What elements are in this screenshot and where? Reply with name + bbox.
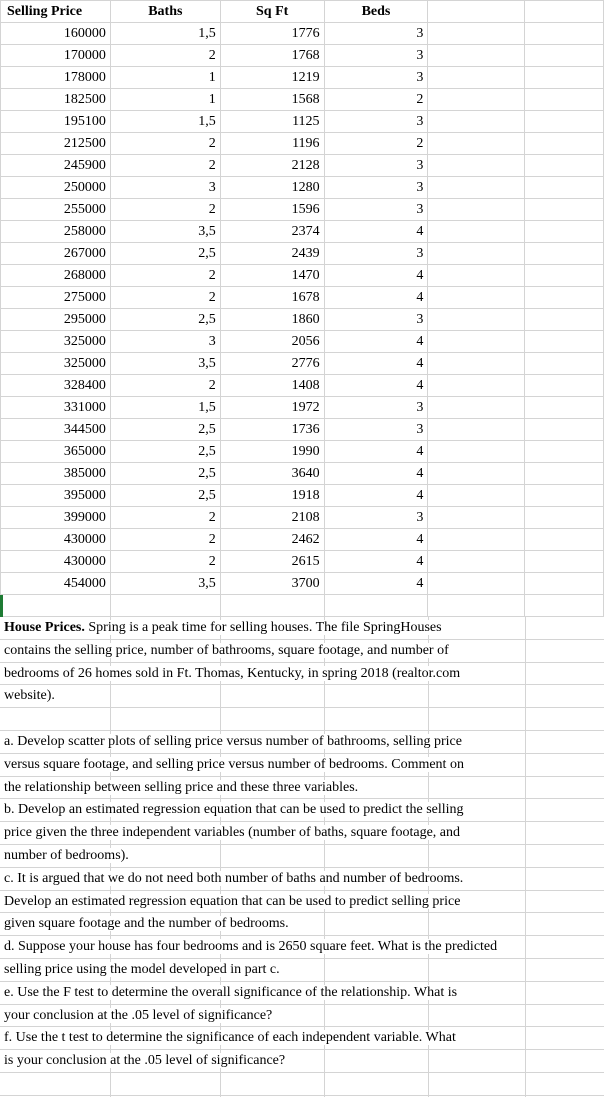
cell-sq-ft[interactable]: 1678 [220,287,324,309]
cell-sq-ft[interactable]: 1596 [220,199,324,221]
cell-sq-ft[interactable]: 1280 [220,177,324,199]
cell-sq-ft[interactable]: 1776 [220,23,324,45]
empty-cell[interactable] [525,155,604,177]
empty-cell[interactable] [428,199,525,221]
cell-selling-price[interactable]: 182500 [1,89,111,111]
grid-line [428,617,429,1097]
cell-beds[interactable]: 2 [324,89,428,111]
table-row [1,265,604,287]
problem-title: House Prices. [4,620,85,635]
table-row [1,155,604,177]
problem-text [0,617,604,1096]
empty-cell[interactable] [525,287,604,309]
cell-sq-ft[interactable]: 1990 [220,441,324,463]
empty-cell[interactable] [428,463,525,485]
empty-cell[interactable] [525,265,604,287]
cell-beds[interactable]: 3 [324,199,428,221]
empty-cell[interactable] [428,331,525,353]
table-row [1,221,604,243]
cell-sq-ft[interactable]: 2462 [220,529,324,551]
cell-baths[interactable]: 1,5 [110,111,220,133]
cell-selling-price[interactable]: 385000 [1,463,111,485]
cell-beds[interactable]: 3 [324,45,428,67]
question-text: f. Use the t test to determine the significance of each independent variable. What [4,1030,456,1046]
empty-cell[interactable] [428,595,525,617]
cell-selling-price[interactable]: 258000 [1,221,111,243]
empty-cell[interactable] [428,111,525,133]
cell-beds[interactable]: 4 [324,551,428,573]
empty-row [1,595,604,617]
empty-cell[interactable] [525,595,604,617]
question-text: d. Suppose your house has four bedrooms and is 2650 square feet. What is the predicted [4,939,498,955]
empty-cell[interactable] [428,353,525,375]
empty-cell[interactable] [525,309,604,331]
cell-selling-price[interactable]: 395000 [1,485,111,507]
cell-baths[interactable]: 3,5 [110,573,220,595]
cell-beds[interactable]: 4 [324,441,428,463]
question-line[interactable] [0,936,604,959]
empty-cell[interactable] [220,595,324,617]
cell-beds[interactable]: 4 [324,463,428,485]
empty-cell[interactable] [428,23,525,45]
question-line[interactable] [0,845,604,868]
table-row [1,111,604,133]
header-baths[interactable]: Baths [110,1,220,23]
cell-sq-ft[interactable]: 1972 [220,397,324,419]
cell-sq-ft[interactable]: 2439 [220,243,324,265]
question-text: versus square footage, and selling price versus number of bedrooms. Comment on [4,756,464,772]
cell-selling-price[interactable]: 295000 [1,309,111,331]
cell-selling-price[interactable]: 267000 [1,243,111,265]
empty-cell[interactable] [525,397,604,419]
intro-line: contains the selling price, number of bathrooms, square footage, and number of [4,642,449,658]
empty-cell[interactable] [428,221,525,243]
empty-cell[interactable] [525,551,604,573]
empty-cell[interactable] [525,507,604,529]
cell-sq-ft[interactable]: 2615 [220,551,324,573]
empty-cell[interactable] [428,89,525,111]
cell-beds[interactable]: 3 [324,111,428,133]
cell-baths[interactable]: 2 [110,529,220,551]
header-sq-ft[interactable]: Sq Ft [220,1,324,23]
cell-beds[interactable]: 3 [324,397,428,419]
cell-sq-ft[interactable]: 1768 [220,45,324,67]
cell-baths[interactable]: 2 [110,375,220,397]
empty-cell[interactable] [428,45,525,67]
table-row [1,507,604,529]
empty-cell[interactable] [428,155,525,177]
cell-baths[interactable]: 2,5 [110,419,220,441]
empty-cell[interactable] [428,243,525,265]
question-text: number of bedrooms). [4,847,129,863]
empty-cell[interactable] [428,441,525,463]
header-selling-price[interactable]: Selling Price [1,1,111,23]
empty-line[interactable] [0,708,604,731]
table-row [1,45,604,67]
empty-cell[interactable] [525,485,604,507]
cell-selling-price[interactable]: 268000 [1,265,111,287]
cell-beds[interactable]: 4 [324,375,428,397]
cell-sq-ft[interactable]: 1219 [220,67,324,89]
empty-cell[interactable] [428,419,525,441]
empty-cell[interactable] [525,89,604,111]
cell-baths[interactable]: 1 [110,89,220,111]
cell-selling-price[interactable]: 430000 [1,551,111,573]
question-line[interactable] [0,1027,604,1050]
cell-selling-price[interactable]: 328400 [1,375,111,397]
header-row [1,1,604,23]
question-line[interactable] [0,868,604,891]
cell-beds[interactable]: 4 [324,573,428,595]
empty-cell[interactable] [525,45,604,67]
cell-baths[interactable]: 1 [110,67,220,89]
cell-sq-ft[interactable]: 2776 [220,353,324,375]
question-text: the relationship between selling price and these three variables. [4,779,359,795]
empty-cell[interactable] [525,331,604,353]
table-row [1,463,604,485]
question-line[interactable] [0,799,604,822]
cell-selling-price[interactable]: 454000 [1,573,111,595]
table-row [1,573,604,595]
cell-baths[interactable]: 2 [110,551,220,573]
question-line[interactable] [0,913,604,936]
cell-beds[interactable]: 3 [324,155,428,177]
cell-beds[interactable]: 3 [324,243,428,265]
question-line[interactable] [0,1005,604,1028]
cell-baths[interactable]: 2,5 [110,309,220,331]
empty-cell[interactable] [428,67,525,89]
cell-sq-ft[interactable]: 2108 [220,507,324,529]
intro-line: bedrooms of 26 homes sold in Ft. Thomas, Kentucky, in spring 2018 (realtor.com [4,665,461,681]
cell-beds[interactable]: 4 [324,287,428,309]
question-line[interactable] [0,959,604,982]
cell-sq-ft[interactable]: 1568 [220,89,324,111]
empty-cell[interactable] [525,463,604,485]
cell-beds[interactable]: 3 [324,67,428,89]
cell-beds[interactable]: 4 [324,331,428,353]
empty-cell[interactable] [428,375,525,397]
empty-cell[interactable] [525,133,604,155]
question-line[interactable] [0,731,604,754]
empty-cell[interactable] [525,67,604,89]
cell-beds[interactable]: 4 [324,265,428,287]
question-line[interactable] [0,822,604,845]
table-row [1,529,604,551]
cell-baths[interactable]: 2 [110,265,220,287]
empty-cell[interactable] [428,485,525,507]
cell-beds[interactable]: 3 [324,177,428,199]
grid-line [220,617,221,1097]
question-text: price given the three independent variables (number of baths, square footage, and [4,825,460,841]
cell-beds[interactable]: 3 [324,23,428,45]
question-text: b. Develop an estimated regression equation that can be used to predict the selling [4,802,464,818]
empty-cell[interactable] [428,551,525,573]
question-line[interactable] [0,777,604,800]
table-row [1,551,604,573]
empty-cell[interactable] [428,1,525,23]
cell-baths[interactable]: 2,5 [110,463,220,485]
cell-sq-ft[interactable]: 3640 [220,463,324,485]
cell-sq-ft[interactable]: 1860 [220,309,324,331]
cell-selling-price[interactable]: 170000 [1,45,111,67]
question-line[interactable] [0,754,604,777]
cell-baths[interactable]: 2 [110,507,220,529]
grid-line [324,617,325,1097]
cell-baths[interactable]: 2 [110,155,220,177]
table-row [1,331,604,353]
cell-selling-price[interactable]: 178000 [1,67,111,89]
table-row [1,441,604,463]
cell-baths[interactable]: 2,5 [110,441,220,463]
cell-baths[interactable]: 3 [110,177,220,199]
empty-cell[interactable] [324,595,428,617]
cell-sq-ft[interactable]: 3700 [220,573,324,595]
empty-cell[interactable] [428,309,525,331]
cell-sq-ft[interactable]: 1196 [220,133,324,155]
cell-selling-price[interactable]: 344500 [1,419,111,441]
question-text: given square footage and the number of bedrooms. [4,916,289,932]
cell-selling-price[interactable]: 325000 [1,331,111,353]
cell-beds[interactable]: 2 [324,133,428,155]
question-text: is your conclusion at the .05 level of significance? [4,1053,286,1069]
cell-beds[interactable]: 3 [324,419,428,441]
cell-baths[interactable]: 3,5 [110,353,220,375]
cell-selling-price[interactable]: 325000 [1,353,111,375]
cell-selling-price[interactable]: 399000 [1,507,111,529]
cell-beds[interactable]: 4 [324,485,428,507]
empty-cell[interactable] [525,573,604,595]
empty-cell[interactable] [525,111,604,133]
empty-cell[interactable] [428,133,525,155]
empty-cell[interactable] [525,529,604,551]
cell-selling-price[interactable]: 255000 [1,199,111,221]
table-row [1,375,604,397]
cell-selling-price[interactable]: 245900 [1,155,111,177]
empty-cell[interactable] [525,177,604,199]
question-text: c. It is argued that we do not need both number of baths and number of bedrooms. [4,870,464,886]
header-beds[interactable]: Beds [324,1,428,23]
table-row [1,243,604,265]
cell-baths[interactable]: 1,5 [110,23,220,45]
empty-cell[interactable] [428,287,525,309]
empty-cell[interactable] [428,507,525,529]
text-line[interactable] [0,640,604,663]
question-text: selling price using the model developed in part c. [4,961,280,977]
table-row [1,353,604,375]
table-row [1,133,604,155]
cell-selling-price[interactable]: 160000 [1,23,111,45]
cell-baths[interactable]: 2,5 [110,243,220,265]
empty-cell[interactable] [1,595,111,617]
cell-sq-ft[interactable]: 1470 [220,265,324,287]
empty-cell[interactable] [428,529,525,551]
empty-cell[interactable] [428,397,525,419]
table-row [1,177,604,199]
table-row [1,287,604,309]
empty-cell[interactable] [525,419,604,441]
table-row [1,67,604,89]
cell-selling-price[interactable]: 212500 [1,133,111,155]
cell-baths[interactable]: 2 [110,199,220,221]
cell-sq-ft[interactable]: 2056 [220,331,324,353]
text-line[interactable] [0,617,604,640]
empty-cell[interactable] [525,1,604,23]
question-line[interactable] [0,891,604,914]
grid-line [525,617,526,1097]
cell-sq-ft[interactable]: 1736 [220,419,324,441]
table-row [1,419,604,441]
cell-baths[interactable]: 2 [110,287,220,309]
empty-cell[interactable] [525,353,604,375]
empty-cell[interactable] [525,441,604,463]
cell-beds[interactable]: 3 [324,507,428,529]
empty-cell[interactable] [525,243,604,265]
cell-baths[interactable]: 1,5 [110,397,220,419]
empty-cell[interactable] [525,221,604,243]
table-row [1,397,604,419]
cell-baths[interactable]: 3 [110,331,220,353]
table-row [1,89,604,111]
cell-sq-ft[interactable]: 2374 [220,221,324,243]
cell-selling-price[interactable]: 250000 [1,177,111,199]
table-row [1,309,604,331]
cell-selling-price[interactable]: 365000 [1,441,111,463]
cell-baths[interactable]: 2 [110,133,220,155]
cell-beds[interactable]: 4 [324,529,428,551]
question-text: a. Develop scatter plots of selling price versus number of bathrooms, selling price [4,733,462,749]
question-line[interactable] [0,982,604,1005]
active-cell-marker [0,595,3,617]
empty-cell[interactable] [525,375,604,397]
cell-sq-ft[interactable]: 1918 [220,485,324,507]
cell-sq-ft[interactable]: 1125 [220,111,324,133]
empty-cell[interactable] [525,199,604,221]
empty-cell[interactable] [525,23,604,45]
cell-selling-price[interactable]: 195100 [1,111,111,133]
table-row [1,23,604,45]
cell-baths[interactable]: 3,5 [110,221,220,243]
text-line[interactable] [0,663,604,686]
cell-sq-ft[interactable]: 2128 [220,155,324,177]
cell-beds[interactable]: 4 [324,221,428,243]
question-text: Develop an estimated regression equation that can be used to predict selling price [4,893,461,909]
cell-beds[interactable]: 3 [324,309,428,331]
cell-beds[interactable]: 4 [324,353,428,375]
table-row [1,485,604,507]
text-line[interactable] [0,685,604,708]
empty-line[interactable] [0,1073,604,1096]
intro-line: Spring is a peak time for selling houses. The file SpringHouses [84,620,442,635]
question-text: your conclusion at the .05 level of significance? [4,1007,273,1023]
question-text: e. Use the F test to determine the overall significance of the relationship. What is [4,984,458,1000]
table-row [1,199,604,221]
cell-baths[interactable]: 2 [110,45,220,67]
cell-selling-price[interactable]: 275000 [1,287,111,309]
cell-baths[interactable]: 2,5 [110,485,220,507]
empty-cell[interactable] [428,573,525,595]
cell-sq-ft[interactable]: 1408 [220,375,324,397]
empty-cell[interactable] [428,265,525,287]
cell-selling-price[interactable]: 430000 [1,529,111,551]
empty-cell[interactable] [428,177,525,199]
cell-selling-price[interactable]: 331000 [1,397,111,419]
intro-line: website). [4,688,55,704]
empty-cell[interactable] [110,595,220,617]
